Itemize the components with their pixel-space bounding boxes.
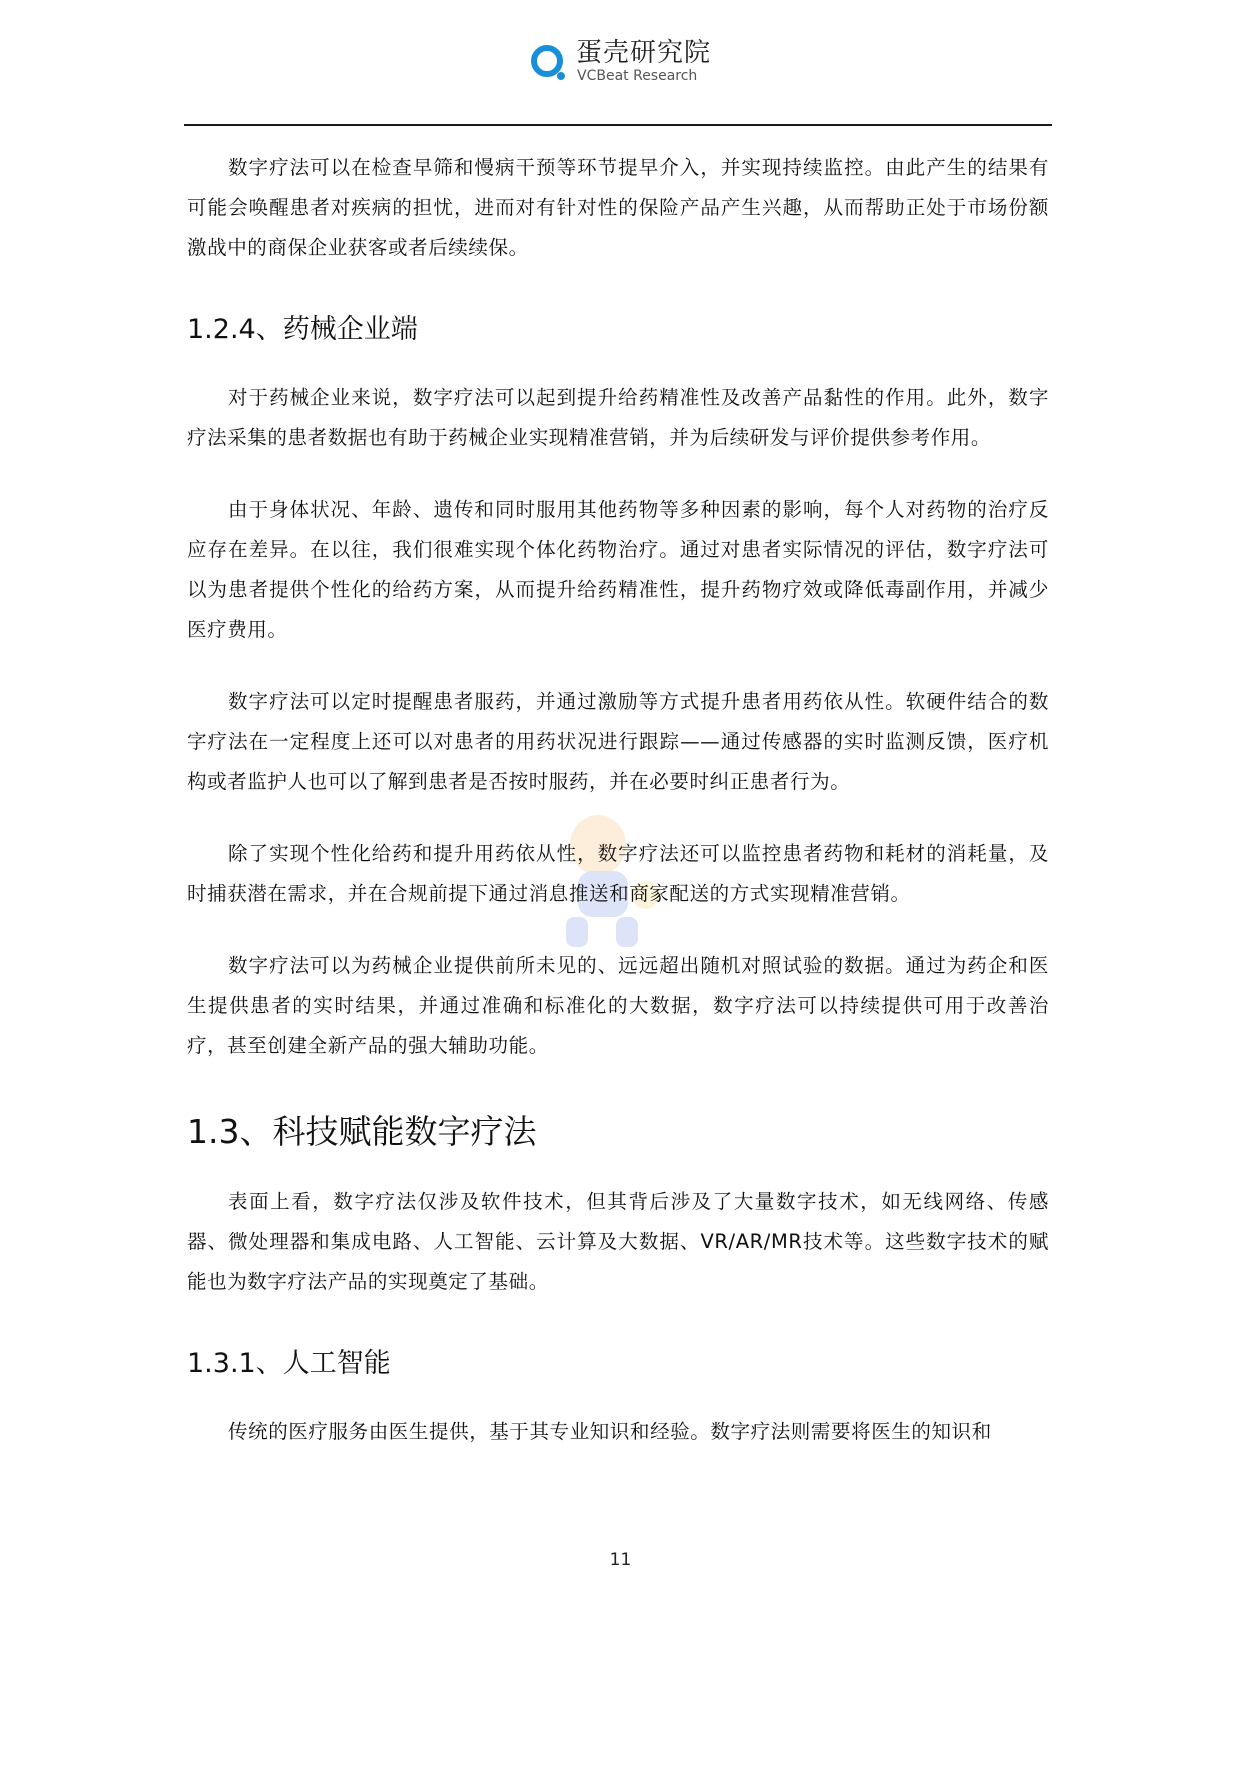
section-heading-1-2-4: 1.2.4、药械企业端 [187, 314, 418, 345]
page-header [0, 0, 1241, 124]
header-divider [184, 124, 1052, 126]
section-heading-1-3-1: 1.3.1、人工智能 [187, 1348, 391, 1379]
paragraph-tech-enablement: 表面上看，数字疗法仅涉及软件技术，但其背后涉及了大量数字技术，如无线网络、传感器、微处理器和集成电路、人工智能、云计算及大数据、VR/AR/MR技术等。这些数字技术的赋能也为数字疗法产品的实现奠定了基础。 [187, 1190, 1049, 1293]
page-number: 11 [609, 1550, 632, 1570]
brand-logo [528, 38, 768, 86]
paragraph-consumption-monitoring: 除了实现个性化给药和提升用药依从性，数字疗法还可以监控患者药物和耗材的消耗量，及时捕获潜在需求，并在合规前提下通过消息推送和商家配送的方式实现精准营销。 [187, 842, 1049, 905]
paragraph-realworld-data: 数字疗法可以为药械企业提供前所未见的、远远超出随机对照试验的数据。通过为药企和医生提供患者的实时结果，并通过准确和标准化的大数据，数字疗法可以持续提供可用于改善治疗，甚至创建全新产品的强大辅助功能。 [187, 954, 1049, 1057]
paragraph-ai-intro: 传统的医疗服务由医生提供，基于其专业知识和经验。数字疗法则需要将医生的知识和 [228, 1420, 992, 1443]
logo-chinese-name: 蛋壳研究院 [576, 38, 712, 68]
paragraph-pharma-intro: 对于药械企业来说，数字疗法可以起到提升给药精准性及改善产品黏性的作用。此外，数字疗法采集的患者数据也有助于药械企业实现精准营销，并为后续研发与评价提供参考作用。 [187, 386, 1049, 449]
paragraph-insurance-benefit: 数字疗法可以在检查早筛和慢病干预等环节提早介入，并实现持续监控。由此产生的结果有可能会唤醒患者对疾病的担忧，进而对有针对性的保险产品产生兴趣，从而帮助正处于市场份额激战中的商保企业获客或者后续续保。 [187, 156, 1049, 259]
document-body [187, 148, 1049, 1452]
logo-english-name: VCBeat Research [577, 68, 698, 84]
paragraph-medication-adherence: 数字疗法可以定时提醒患者服药，并通过激励等方式提升患者用药依从性。软硬件结合的数字疗法在一定程度上还可以对患者的用药状况进行跟踪——通过传感器的实时监测反馈，医疗机构或者监护人也可以了解到患者是否按时服药，并在必要时纠正患者行为。 [187, 690, 1049, 793]
paragraph-personalized-dosing: 由于身体状况、年龄、遗传和同时服用其他药物等多种因素的影响，每个人对药物的治疗反应存在差异。在以往，我们很难实现个体化药物治疗。通过对患者实际情况的评估，数字疗法可以为患者提供个性化的给药方案，从而提升给药精准性，提升药物疗效或降低毒副作用，并减少医疗费用。 [187, 498, 1049, 641]
section-heading-1-3: 1.3、科技赋能数字疗法 [187, 1112, 537, 1151]
vcbeat-logo-icon [528, 42, 568, 82]
